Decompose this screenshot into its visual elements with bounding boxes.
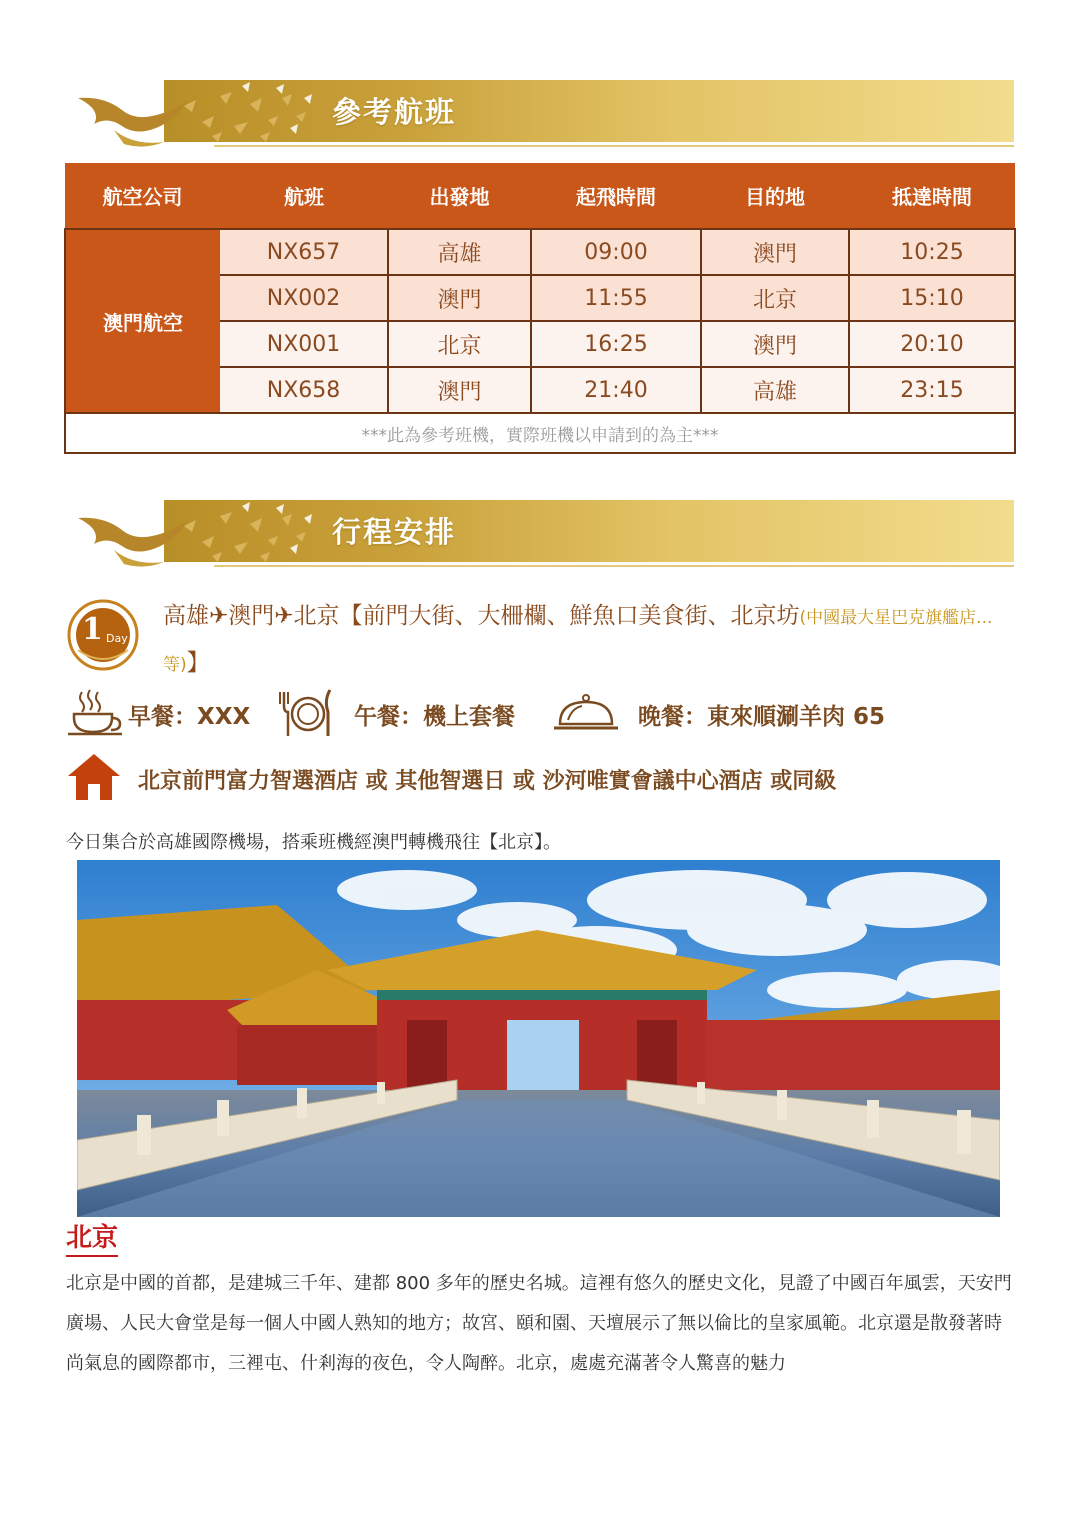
bird-logo-icon xyxy=(64,496,334,570)
forbidden-city-photo xyxy=(77,860,1000,1217)
to-city: 高雄 xyxy=(701,367,849,413)
header-flight: 航班 xyxy=(220,163,388,229)
to-city: 澳門 xyxy=(701,321,849,367)
city-title: 北京 xyxy=(66,1222,118,1257)
depart-time: 09:00 xyxy=(531,229,701,275)
flights-section-title: 參考航班 xyxy=(332,95,457,129)
from-city: 北京 xyxy=(388,321,531,367)
coffee-cup-icon xyxy=(66,686,124,738)
flight-table xyxy=(64,163,1016,454)
house-icon xyxy=(66,752,122,802)
from-city: 澳門 xyxy=(388,367,531,413)
day-badge xyxy=(66,598,140,672)
table-note-row xyxy=(65,413,1015,453)
meal-row xyxy=(66,686,966,740)
from-city: 澳門 xyxy=(388,275,531,321)
to-city: 澳門 xyxy=(701,229,849,275)
day-title xyxy=(163,594,1013,688)
hotel-row xyxy=(66,752,1016,804)
city-description: 北京是中國的首都，是建城三千年、建都 800 多年的歷史名城。這裡有悠久的歷史文化，見證了中國百年風雲，天安門廣場、人民大會堂是每一個人中國人熟知的地方；故宮、頤和園、天壇展示了無以倫比的皇家風範。北京還是散發著時尚氣息的國際都市，三裡屯、什剎海的夜色，令人陶醉。北京，處處充滿著令人驚喜的魅力 xyxy=(66,1273,1012,1374)
header-arrive: 抵達時間 xyxy=(849,163,1015,229)
breakfast-text: 早餐：XXX xyxy=(128,704,251,730)
to-city: 北京 xyxy=(701,275,849,321)
cloche-icon xyxy=(552,686,620,738)
arrive-time: 10:25 xyxy=(849,229,1015,275)
flight-number: NX657 xyxy=(220,229,388,275)
dinner-text: 晚餐：東來順涮羊肉 65 xyxy=(638,704,886,730)
header-depart: 起飛時間 xyxy=(531,163,701,229)
arrive-time: 15:10 xyxy=(849,275,1015,321)
arrive-time: 23:15 xyxy=(849,367,1015,413)
bird-logo-icon xyxy=(64,76,334,150)
hotel-text: 北京前門富力智選酒店 或 其他智選日 或 沙河唯實會議中心酒店 或同級 xyxy=(138,769,837,794)
table-note: ***此為參考班機，實際班機以申請到的為主*** xyxy=(65,413,1015,453)
arrive-time: 20:10 xyxy=(849,321,1015,367)
plate-cutlery-icon xyxy=(276,686,336,738)
day-intro: 今日集合於高雄國際機場，搭乘班機經澳門轉機飛往【北京】。 xyxy=(66,832,561,853)
day-label: Day xyxy=(106,632,128,645)
flight-number: NX001 xyxy=(220,321,388,367)
day-route-note: (中國最大星巴克旗艦店...等) xyxy=(163,608,993,675)
depart-time: 21:40 xyxy=(531,367,701,413)
day-number: 1 xyxy=(82,612,103,647)
depart-time: 11:55 xyxy=(531,275,701,321)
lunch-text: 午餐：機上套餐 xyxy=(354,704,515,730)
table-row xyxy=(65,229,1015,275)
itinerary-banner xyxy=(64,496,1014,570)
header-to: 目的地 xyxy=(701,163,849,229)
header-from: 出發地 xyxy=(388,163,531,229)
header-airline: 航空公司 xyxy=(65,163,220,229)
itinerary-section-title: 行程安排 xyxy=(332,515,457,549)
day-route: 高雄✈澳門✈北京【前門大街、大柵欄、鮮魚口美食街、北京坊 xyxy=(163,603,800,629)
flight-number: NX002 xyxy=(220,275,388,321)
depart-time: 16:25 xyxy=(531,321,701,367)
table-header-row xyxy=(65,163,1015,229)
flight-number: NX658 xyxy=(220,367,388,413)
day-route-end: 】 xyxy=(186,650,210,676)
airline-cell: 澳門航空 xyxy=(65,229,220,413)
flights-banner xyxy=(64,76,1014,150)
from-city: 高雄 xyxy=(388,229,531,275)
